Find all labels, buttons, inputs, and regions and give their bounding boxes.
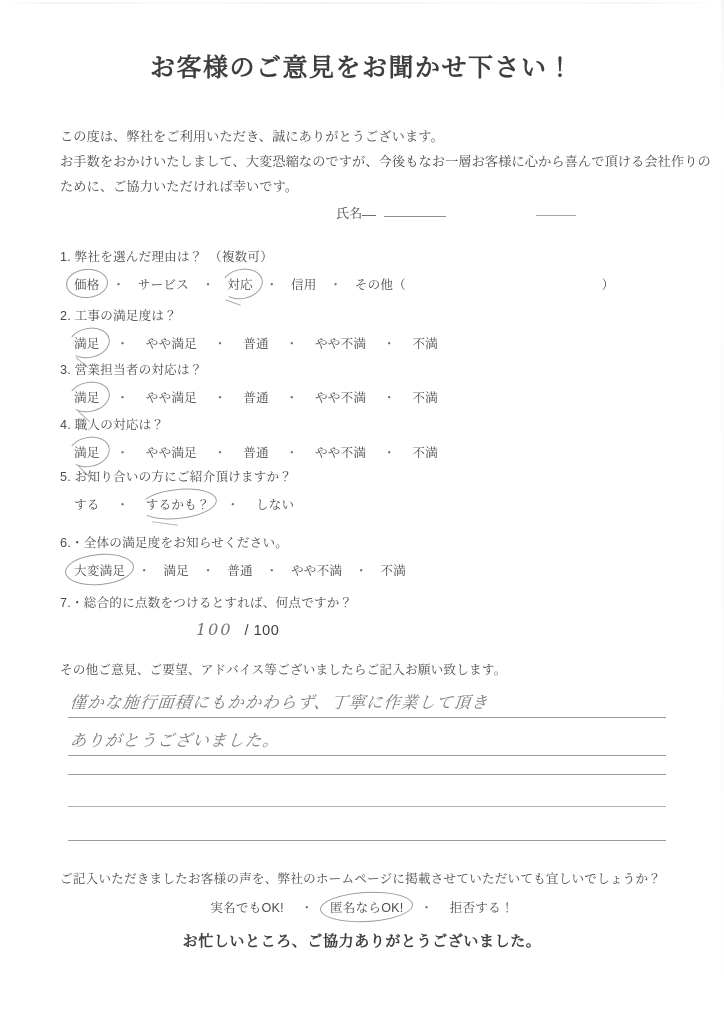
- question-6-option-somewhat-dissatisfied[interactable]: やや不満: [290, 564, 343, 578]
- option-separator: ・: [329, 278, 343, 292]
- intro-paragraph: [60, 124, 711, 199]
- question-5-option-maybe-refer[interactable]: するかも？: [146, 494, 210, 513]
- question-2: [60, 305, 690, 352]
- question-1-number: 1.: [60, 250, 71, 264]
- option-separator: ・: [112, 278, 126, 292]
- question-5: [60, 466, 690, 513]
- score-printed-total: / 100: [244, 623, 280, 639]
- option-separator: ・: [116, 498, 130, 512]
- question-5-text: 5. お知り合いの方にご紹介頂けますか？: [60, 470, 293, 484]
- option-separator: ・: [201, 564, 215, 578]
- question-4-option-dissatisfied[interactable]: 不満: [412, 446, 438, 460]
- publication-option-anonymous-ok[interactable]: 匿名ならOK!: [330, 897, 403, 916]
- question-3-options: [74, 387, 690, 406]
- question-5-option-will-refer[interactable]: する: [74, 498, 100, 512]
- question-4-number: 4.: [60, 418, 71, 432]
- comment-rule-line-blank[interactable]: [68, 806, 666, 807]
- publication-option-real-name-ok[interactable]: 実名でもOK!: [210, 901, 284, 915]
- comment-handwritten-line-2: ありがとうございました。: [69, 731, 281, 750]
- option-separator: ・: [265, 564, 279, 578]
- question-2-options: [74, 333, 690, 352]
- name-field-underline: [362, 215, 376, 216]
- question-4-text: 4. 職人の対応は？: [60, 418, 165, 432]
- option-separator: ・: [382, 391, 396, 405]
- question-2-option-somewhat-satisfied[interactable]: やや満足: [145, 337, 197, 351]
- question-1-option-service[interactable]: サービス: [137, 278, 189, 292]
- question-1-other-close: ）: [601, 278, 615, 292]
- question-1-option-response[interactable]: 対応: [227, 274, 253, 293]
- question-4: [60, 414, 690, 461]
- question-7-number: 7.・: [60, 596, 84, 610]
- question-5-options: [74, 494, 690, 513]
- question-6-option-dissatisfied[interactable]: 不満: [380, 564, 406, 578]
- question-7-text: 7.・総合的に点数をつけるとすれば、何点ですか？: [60, 596, 353, 610]
- publication-consent-options: [0, 897, 724, 916]
- option-separator: ・: [116, 446, 130, 460]
- question-1-text: 1. 弊社を選んだ理由は？ （複数可）: [60, 250, 274, 264]
- question-6-option-neutral[interactable]: 普通: [227, 564, 253, 578]
- question-3-option-satisfied[interactable]: 満足: [74, 387, 100, 406]
- option-separator: ・: [285, 446, 299, 460]
- question-2-option-somewhat-dissatisfied[interactable]: やや不満: [314, 337, 367, 351]
- question-1: [60, 246, 690, 293]
- question-1-options: [74, 274, 690, 293]
- comment-rule-line-blank[interactable]: [68, 774, 666, 775]
- comment-section-label: その他ご意見、ご要望、アドバイス等ございましたらご記入お願い致します。: [60, 663, 507, 677]
- option-separator: ・: [300, 901, 314, 915]
- question-3-text: 3. 営業担当者の対応は？: [60, 363, 203, 377]
- question-1-option-other[interactable]: その他（: [354, 278, 406, 292]
- question-5-option-will-not-refer[interactable]: しない: [255, 498, 295, 512]
- option-separator: ・: [213, 446, 227, 460]
- option-separator: ・: [265, 278, 279, 292]
- question-6-option-very-satisfied[interactable]: 大変満足: [74, 560, 125, 579]
- name-field[interactable]: [336, 203, 376, 222]
- question-4-option-somewhat-dissatisfied[interactable]: やや不満: [314, 446, 367, 460]
- question-6-options: [74, 560, 690, 579]
- question-3-number: 3.: [60, 363, 71, 377]
- question-4-options: [74, 442, 690, 461]
- question-1-option-price[interactable]: 価格: [74, 274, 100, 293]
- question-2-number: 2.: [60, 309, 71, 323]
- question-6-option-satisfied[interactable]: 満足: [163, 564, 189, 578]
- option-separator: ・: [226, 498, 240, 512]
- question-4-option-neutral[interactable]: 普通: [243, 446, 269, 460]
- option-separator: ・: [382, 446, 396, 460]
- question-2-option-satisfied[interactable]: 満足: [74, 333, 100, 352]
- intro-line-2: お手数をおかけいたしまして、大変恐縮なのですが、今後もなお一層お客様に心から喜んで頂ける会社作りの: [60, 154, 711, 169]
- option-separator: ・: [354, 564, 368, 578]
- page-title: お客様のご意見をお聞かせ下さい！: [149, 54, 574, 82]
- question-2-text: 2. 工事の満足度は？: [60, 309, 177, 323]
- option-separator: ・: [213, 337, 227, 351]
- option-separator: ・: [201, 278, 215, 292]
- question-3-option-dissatisfied[interactable]: 不満: [412, 391, 438, 405]
- publication-consent-question: ご記入いただきましたお客様の声を、弊社のホームページに掲載させていただいても宜しいでしょうか？: [60, 872, 662, 886]
- question-3-option-somewhat-satisfied[interactable]: やや満足: [145, 391, 197, 405]
- comment-handwritten-line-1: 僅かな施行面積にもかかわらず、丁寧に作業して頂き: [69, 693, 490, 712]
- question-4-option-somewhat-satisfied[interactable]: やや満足: [145, 446, 197, 460]
- closing-message: お忙しいところ、ご協力ありがとうございました。: [182, 933, 542, 950]
- option-separator: ・: [382, 337, 396, 351]
- question-2-option-neutral[interactable]: 普通: [243, 337, 269, 351]
- comment-rule-line: [68, 755, 666, 756]
- comment-rule-line: [68, 717, 666, 718]
- question-7: [60, 592, 690, 611]
- ink-tail-mark: [152, 521, 178, 526]
- option-separator: ・: [116, 391, 130, 405]
- question-2-option-dissatisfied[interactable]: 不満: [412, 337, 438, 351]
- option-separator: ・: [285, 337, 299, 351]
- score-handwritten-value: 100: [196, 620, 233, 639]
- option-separator: ・: [137, 564, 151, 578]
- question-1-option-trust[interactable]: 信用: [290, 278, 317, 292]
- name-field-rule-secondary: [536, 215, 576, 216]
- question-6-number: 6.・: [60, 536, 84, 550]
- name-field-rule-primary: [384, 216, 446, 217]
- question-3-option-somewhat-dissatisfied[interactable]: やや不満: [314, 391, 367, 405]
- score-answer[interactable]: [196, 620, 279, 639]
- option-separator: ・: [420, 901, 433, 915]
- question-3-option-neutral[interactable]: 普通: [243, 391, 269, 405]
- question-3: [60, 359, 690, 406]
- option-separator: ・: [116, 337, 130, 351]
- question-4-option-satisfied[interactable]: 満足: [74, 442, 100, 461]
- comment-rule-line-blank[interactable]: [68, 840, 666, 841]
- question-6-text: 6.・全体の満足度をお知らせください。: [60, 536, 289, 550]
- name-field-label: 氏名: [336, 206, 363, 221]
- option-separator: ・: [285, 391, 299, 405]
- intro-line-3: ために、ご協力いただければ幸いです。: [60, 179, 299, 194]
- publication-option-refuse[interactable]: 拒否する！: [449, 901, 514, 915]
- intro-line-1: この度は、弊社をご利用いただき、誠にありがとうございます。: [60, 129, 444, 144]
- question-5-number: 5.: [60, 470, 71, 484]
- question-6: [60, 532, 690, 579]
- option-separator: ・: [213, 391, 227, 405]
